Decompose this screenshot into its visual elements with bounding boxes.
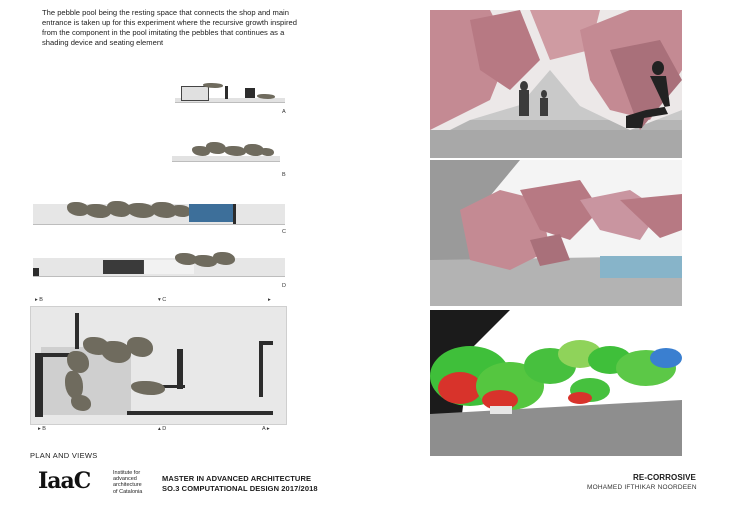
iaac-logo <box>38 468 112 498</box>
project-author: MOHAMED IFTHIKAR NOORDEEN <box>587 484 697 491</box>
program-line-1: MASTER IN ADVANCED ARCHITECTURE <box>162 474 312 483</box>
section-b-label: B <box>282 172 286 178</box>
plan-caption: PLAN AND VIEWS <box>30 451 98 460</box>
section-d-drawing <box>33 250 285 278</box>
section-b-drawing <box>172 140 280 164</box>
section-a-drawing <box>175 80 285 106</box>
render-view-1 <box>430 10 682 158</box>
plan-marker-top-b: ▸ B <box>35 297 43 303</box>
iaac-institute-name: Institute for advanced architecture of Catalonia <box>113 470 143 495</box>
render-view-3-image <box>430 310 682 456</box>
program-line-2: SO.3 COMPUTATIONAL DESIGN 2017/2018 <box>162 484 318 493</box>
section-a-label: A <box>282 109 286 115</box>
plan-marker-bottom-d: ▴ D <box>158 426 167 432</box>
plan-marker-bottom-b: ▸ B <box>38 426 46 432</box>
render-view-2-image <box>430 160 682 306</box>
plan-marker-top-a: ▸ <box>268 297 271 303</box>
render-view-2 <box>430 160 682 306</box>
plan-marker-top-c: ▾ C <box>158 297 167 303</box>
section-c-label: C <box>282 229 286 235</box>
render-view-3 <box>430 310 682 456</box>
render-view-1-image <box>430 10 682 158</box>
section-c-drawing <box>33 200 285 226</box>
iaac-logo-mark: IaaC <box>38 468 91 494</box>
intro-paragraph: The pebble pool being the resting space that connects the shop and main entrance is taken up for this experiment where the recursive growth inspired from the component in the pool imitating the pebbles that continues as a shading device and seating element <box>42 8 297 48</box>
plan-marker-bottom-a: A ▸ <box>262 426 270 432</box>
project-title: RE-CORROSIVE <box>633 473 696 482</box>
section-d-label: D <box>282 283 286 289</box>
site-plan-drawing <box>30 306 287 425</box>
